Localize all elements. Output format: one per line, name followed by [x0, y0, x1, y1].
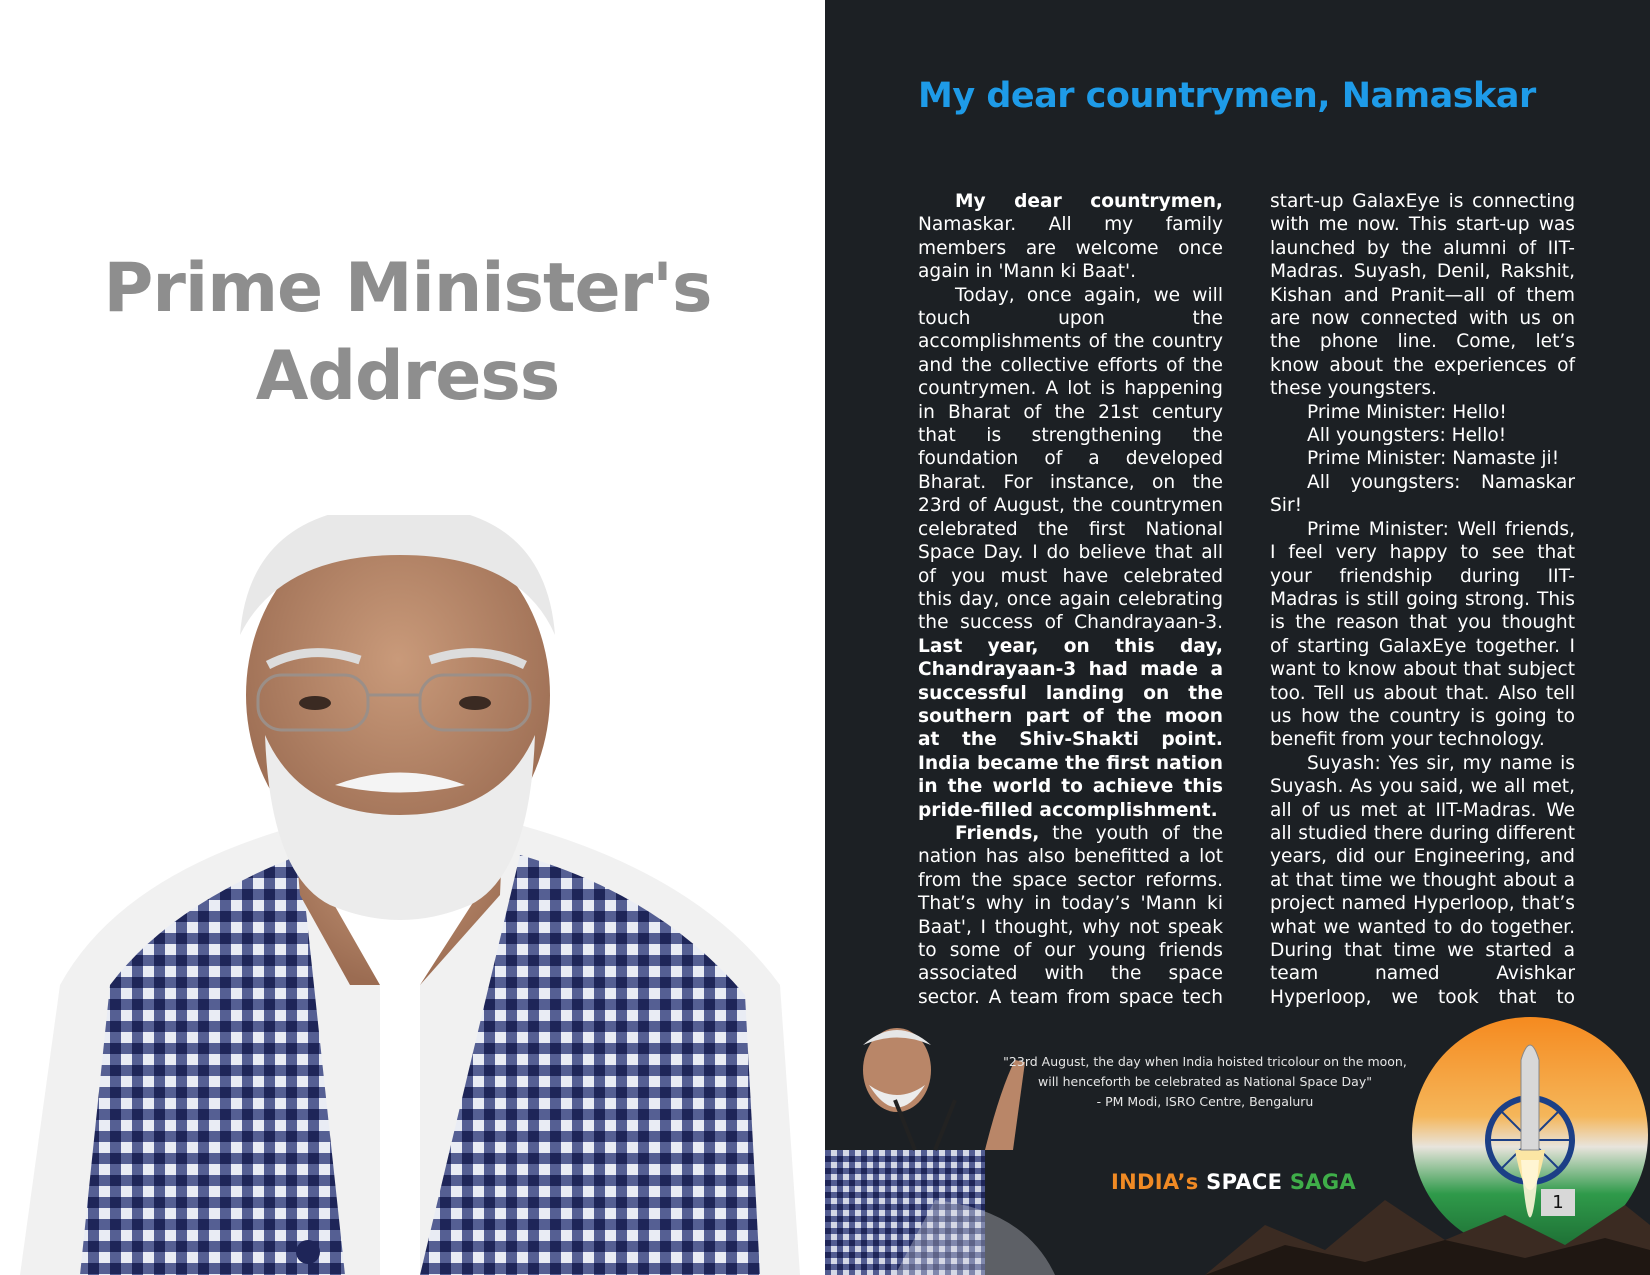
paragraph: start-up GalaxEye is connecting with me now. This start-up was launched by the alumni of IIT-Madras. Suyash, Denil, Rakshit, Kishan and Pranit—all of them are now connected with us on the phone line. Come, let’s know about the experiences of these youngsters. [1270, 191, 1575, 400]
paragraph [918, 284, 1223, 822]
page-title [0, 245, 815, 421]
quote-line: will henceforth be celebrated as National Space Day" [1038, 1074, 1372, 1089]
bold-text: My dear countrymen, [955, 191, 1223, 212]
paragraph [918, 822, 1223, 1009]
bold-text: Last year, on this day, Chandrayaan-3 had made a successful landing on the southern part of the moon at the Shiv-Shakti point. India became the first nation in the world to achieve this pride-filled accomplishment. [918, 635, 1223, 821]
space-saga-title [1111, 1170, 1356, 1194]
right-page [825, 0, 1650, 1275]
paragraph [918, 190, 1223, 284]
dialogue-line: All youngsters: Namaskar Sir! [1270, 471, 1575, 517]
page-number: 1 [1541, 1189, 1575, 1216]
saga-word-3: SAGA [1289, 1170, 1356, 1194]
paragraph: Prime Minister: Well friends, I feel very happy to see that your friendship during IIT-Madras is still going strong. This is the reason that you thought of starting GalaxEye together. I want to know about that subject too. Tell us about that. Also tell us how the country is going to benefit from your technology. [1270, 518, 1575, 751]
space-saga-banner [825, 1000, 1650, 1275]
pm-quote [975, 1052, 1435, 1112]
text-column-1 [918, 190, 1223, 1009]
saga-word-2: SPACE [1206, 1170, 1290, 1194]
dialogue-line: All youngsters: Hello! [1307, 425, 1507, 447]
body-text: the youth of the nation has also benefitted a lot from the space sector reforms. That’s why in today’s 'Mann ki Baat', I thought, why not speak to some of our young friends associated with the space sector. A team from space tech [918, 822, 1223, 1008]
title-line-1: Prime Minister's [103, 249, 712, 328]
text-column-2 [1270, 190, 1575, 1009]
title-line-2: Address [255, 337, 560, 416]
body-text: Namaskar. All my family members are welcome once again in 'Mann ki Baat'. [918, 214, 1223, 283]
quote-attribution: - PM Modi, ISRO Centre, Bengaluru [1096, 1094, 1314, 1109]
dialogue-line: Prime Minister: Namaste ji! [1307, 448, 1560, 470]
body-text: Today, once again, we will touch upon the accomplishments of the country and the collective efforts of the countrymen. A lot is happening in Bharat of the 21st century that is strengthening the foundation of a developed Bharat. For instance, on the 23rd of August, the countrymen celebrated the first National Space Day. I do believe that all of you must have celebrated this day, once again celebrating the success of Chandrayaan-3. [918, 284, 1223, 634]
article-heading: My dear countrymen, Namaskar [918, 76, 1536, 116]
dialogue-line: Prime Minister: Hello! [1307, 401, 1507, 423]
saga-word-1: INDIA’s [1111, 1170, 1207, 1194]
bold-text: Friends, [955, 822, 1040, 844]
paragraph: Suyash: Yes sir, my name is Suyash. As you said, we all met, all of us met at IIT-Madras. We all studied there during different years, did our Engineering, and at that time we thought about a project named Hyperloop, that’s what we wanted to do together. During that time we started a team named Avishkar Hyperloop, we took that to [1270, 752, 1575, 1008]
quote-line: "23rd August, the day when India hoisted tricolour on the moon, [1003, 1054, 1407, 1069]
prime-minister-portrait [0, 515, 825, 1275]
